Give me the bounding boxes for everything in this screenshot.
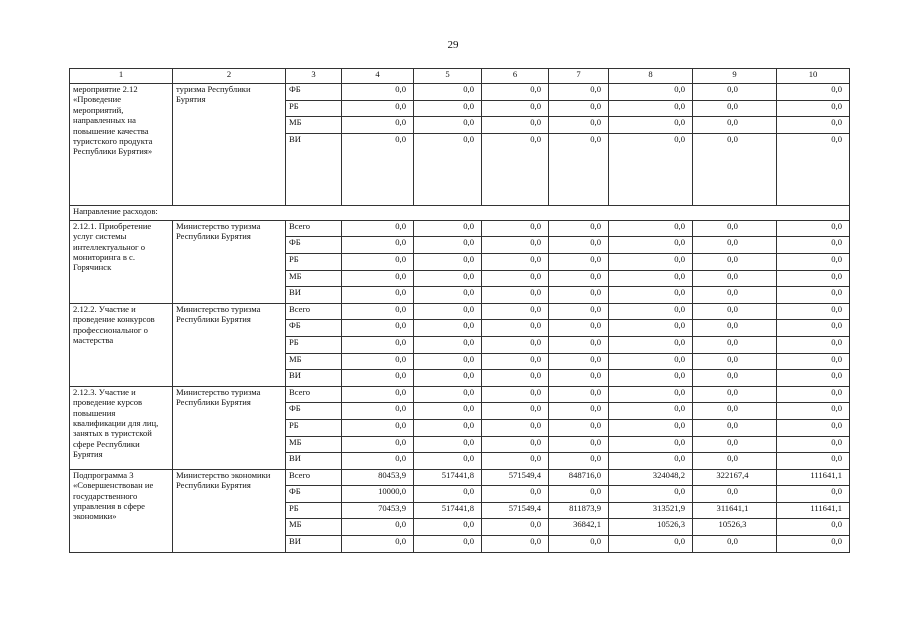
amount-cell: 0,0 xyxy=(777,270,850,287)
amount-cell: 0,0 xyxy=(482,220,549,237)
amount-cell: 0,0 xyxy=(549,336,609,353)
funding-source: ВИ xyxy=(286,133,342,205)
amount-cell: 0,0 xyxy=(342,453,414,470)
amount-cell: 571549,4 xyxy=(482,469,549,486)
column-header: 3 xyxy=(286,69,342,84)
funding-source: Всего xyxy=(286,386,342,403)
amount-cell: 0,0 xyxy=(342,436,414,453)
amount-cell: 0,0 xyxy=(609,419,693,436)
amount-cell: 0,0 xyxy=(609,220,693,237)
amount-cell: 36842,1 xyxy=(549,519,609,536)
amount-cell: 0,0 xyxy=(693,84,777,101)
amount-cell: 0,0 xyxy=(609,237,693,254)
funding-source: МБ xyxy=(286,117,342,134)
amount-cell: 0,0 xyxy=(414,453,482,470)
funding-source: РБ xyxy=(286,100,342,117)
amount-cell: 0,0 xyxy=(693,386,777,403)
amount-cell: 0,0 xyxy=(482,486,549,503)
amount-cell: 0,0 xyxy=(549,270,609,287)
amount-cell: 0,0 xyxy=(777,133,850,205)
amount-cell: 0,0 xyxy=(482,320,549,337)
amount-cell: 0,0 xyxy=(342,253,414,270)
responsible-executor: туризма Республики Бурятия xyxy=(173,84,286,206)
amount-cell: 0,0 xyxy=(414,336,482,353)
column-header: 5 xyxy=(414,69,482,84)
amount-cell: 0,0 xyxy=(482,100,549,117)
column-header: 4 xyxy=(342,69,414,84)
amount-cell: 0,0 xyxy=(414,419,482,436)
amount-cell: 10000,0 xyxy=(342,486,414,503)
amount-cell: 0,0 xyxy=(609,320,693,337)
amount-cell: 0,0 xyxy=(777,519,850,536)
funding-source: МБ xyxy=(286,270,342,287)
amount-cell: 0,0 xyxy=(414,287,482,304)
amount-cell: 0,0 xyxy=(414,84,482,101)
amount-cell: 0,0 xyxy=(549,370,609,387)
table-row xyxy=(70,303,850,320)
amount-cell: 0,0 xyxy=(609,536,693,553)
funding-source: ФБ xyxy=(286,403,342,420)
funding-source: МБ xyxy=(286,519,342,536)
amount-cell: 0,0 xyxy=(777,419,850,436)
amount-cell: 0,0 xyxy=(482,253,549,270)
amount-cell: 0,0 xyxy=(777,253,850,270)
section-label: Направление расходов: xyxy=(70,205,850,220)
amount-cell: 0,0 xyxy=(693,436,777,453)
amount-cell: 0,0 xyxy=(482,133,549,205)
table-row xyxy=(70,84,850,101)
amount-cell: 0,0 xyxy=(342,220,414,237)
amount-cell: 0,0 xyxy=(342,386,414,403)
amount-cell: 0,0 xyxy=(609,353,693,370)
amount-cell: 0,0 xyxy=(609,84,693,101)
amount-cell: 0,0 xyxy=(549,303,609,320)
amount-cell: 0,0 xyxy=(414,370,482,387)
amount-cell: 0,0 xyxy=(549,117,609,134)
amount-cell: 0,0 xyxy=(414,253,482,270)
amount-cell: 0,0 xyxy=(609,270,693,287)
amount-cell: 0,0 xyxy=(777,486,850,503)
page-number: 29 xyxy=(447,39,459,51)
amount-cell: 0,0 xyxy=(549,220,609,237)
amount-cell: 0,0 xyxy=(549,453,609,470)
table-row xyxy=(70,386,850,403)
amount-cell: 0,0 xyxy=(549,419,609,436)
amount-cell: 0,0 xyxy=(693,353,777,370)
section-row xyxy=(70,205,850,220)
amount-cell: 0,0 xyxy=(693,536,777,553)
funding-source: ВИ xyxy=(286,453,342,470)
amount-cell: 0,0 xyxy=(342,84,414,101)
amount-cell: 0,0 xyxy=(693,370,777,387)
amount-cell: 0,0 xyxy=(342,403,414,420)
amount-cell: 0,0 xyxy=(693,220,777,237)
amount-cell: 0,0 xyxy=(342,519,414,536)
activity-description: мероприятие 2.12 «Проведение мероприятий, направленных на повышение качества туристского продукта Республики Бурятия» xyxy=(70,84,173,206)
amount-cell: 0,0 xyxy=(482,336,549,353)
funding-source: РБ xyxy=(286,253,342,270)
amount-cell: 0,0 xyxy=(609,386,693,403)
funding-source: МБ xyxy=(286,436,342,453)
amount-cell: 0,0 xyxy=(777,287,850,304)
amount-cell: 0,0 xyxy=(609,100,693,117)
header-row xyxy=(70,69,850,84)
amount-cell: 0,0 xyxy=(609,253,693,270)
amount-cell: 0,0 xyxy=(777,100,850,117)
funding-source: ВИ xyxy=(286,536,342,553)
funding-source: Всего xyxy=(286,469,342,486)
amount-cell: 0,0 xyxy=(609,436,693,453)
amount-cell: 0,0 xyxy=(549,436,609,453)
amount-cell: 0,0 xyxy=(414,133,482,205)
amount-cell: 517441,8 xyxy=(414,502,482,519)
amount-cell: 0,0 xyxy=(549,320,609,337)
amount-cell: 0,0 xyxy=(342,419,414,436)
amount-cell: 0,0 xyxy=(609,117,693,134)
amount-cell: 0,0 xyxy=(693,419,777,436)
amount-cell: 0,0 xyxy=(482,303,549,320)
amount-cell: 0,0 xyxy=(549,353,609,370)
amount-cell: 0,0 xyxy=(342,536,414,553)
funding-source: Всего xyxy=(286,303,342,320)
amount-cell: 0,0 xyxy=(693,133,777,205)
amount-cell: 0,0 xyxy=(693,253,777,270)
amount-cell: 0,0 xyxy=(482,519,549,536)
amount-cell: 0,0 xyxy=(482,270,549,287)
amount-cell: 0,0 xyxy=(414,403,482,420)
amount-cell: 0,0 xyxy=(693,117,777,134)
amount-cell: 80453,9 xyxy=(342,469,414,486)
amount-cell: 322167,4 xyxy=(693,469,777,486)
amount-cell: 0,0 xyxy=(693,303,777,320)
amount-cell: 0,0 xyxy=(693,287,777,304)
amount-cell: 0,0 xyxy=(414,237,482,254)
amount-cell: 0,0 xyxy=(482,287,549,304)
funding-source: ФБ xyxy=(286,486,342,503)
amount-cell: 517441,8 xyxy=(414,469,482,486)
amount-cell: 0,0 xyxy=(693,486,777,503)
amount-cell: 0,0 xyxy=(482,386,549,403)
amount-cell: 0,0 xyxy=(609,336,693,353)
amount-cell: 0,0 xyxy=(482,453,549,470)
amount-cell: 848716,0 xyxy=(549,469,609,486)
amount-cell: 0,0 xyxy=(342,237,414,254)
amount-cell: 313521,9 xyxy=(609,502,693,519)
funding-source: МБ xyxy=(286,353,342,370)
amount-cell: 0,0 xyxy=(777,117,850,134)
amount-cell: 0,0 xyxy=(482,237,549,254)
amount-cell: 0,0 xyxy=(777,536,850,553)
budget-table xyxy=(69,68,850,553)
amount-cell: 0,0 xyxy=(549,486,609,503)
amount-cell: 0,0 xyxy=(482,436,549,453)
amount-cell: 0,0 xyxy=(482,353,549,370)
amount-cell: 0,0 xyxy=(414,436,482,453)
column-header: 10 xyxy=(777,69,850,84)
amount-cell: 0,0 xyxy=(609,453,693,470)
amount-cell: 0,0 xyxy=(777,237,850,254)
amount-cell: 0,0 xyxy=(482,370,549,387)
amount-cell: 0,0 xyxy=(342,287,414,304)
amount-cell: 0,0 xyxy=(693,336,777,353)
amount-cell: 0,0 xyxy=(482,403,549,420)
column-header: 7 xyxy=(549,69,609,84)
amount-cell: 0,0 xyxy=(777,386,850,403)
amount-cell: 0,0 xyxy=(342,370,414,387)
responsible-executor: Министерство туризма Республики Бурятия xyxy=(173,386,286,469)
amount-cell: 0,0 xyxy=(342,320,414,337)
amount-cell: 811873,9 xyxy=(549,502,609,519)
responsible-executor: Министерство экономики Республики Бурятия xyxy=(173,469,286,552)
amount-cell: 0,0 xyxy=(609,287,693,304)
amount-cell: 0,0 xyxy=(693,100,777,117)
funding-source: ВИ xyxy=(286,370,342,387)
amount-cell: 0,0 xyxy=(342,117,414,134)
amount-cell: 0,0 xyxy=(342,133,414,205)
column-header: 1 xyxy=(70,69,173,84)
table-row xyxy=(70,220,850,237)
amount-cell: 0,0 xyxy=(777,370,850,387)
amount-cell: 0,0 xyxy=(549,133,609,205)
amount-cell: 0,0 xyxy=(342,303,414,320)
amount-cell: 0,0 xyxy=(414,536,482,553)
table-body xyxy=(70,69,850,553)
amount-cell: 0,0 xyxy=(609,403,693,420)
amount-cell: 111641,1 xyxy=(777,502,850,519)
funding-source: ФБ xyxy=(286,237,342,254)
column-header: 9 xyxy=(693,69,777,84)
funding-source: Всего xyxy=(286,220,342,237)
amount-cell: 0,0 xyxy=(549,536,609,553)
amount-cell: 0,0 xyxy=(549,386,609,403)
amount-cell: 0,0 xyxy=(482,536,549,553)
amount-cell: 0,0 xyxy=(414,486,482,503)
amount-cell: 0,0 xyxy=(777,220,850,237)
activity-description: Подпрограмма 3 «Совершенствован ие государственного управления в сфере экономики» xyxy=(70,469,173,552)
column-header: 8 xyxy=(609,69,693,84)
amount-cell: 571549,4 xyxy=(482,502,549,519)
activity-description: 2.12.3. Участие и проведение курсов повышения квалификации для лиц, занятых в туристской сфере Республики Бурятия xyxy=(70,386,173,469)
amount-cell: 0,0 xyxy=(777,84,850,101)
amount-cell: 0,0 xyxy=(609,303,693,320)
amount-cell: 0,0 xyxy=(693,453,777,470)
amount-cell: 0,0 xyxy=(609,486,693,503)
amount-cell: 0,0 xyxy=(693,270,777,287)
amount-cell: 0,0 xyxy=(482,117,549,134)
responsible-executor: Министерство туризма Республики Бурятия xyxy=(173,303,286,386)
activity-description: 2.12.1. Приобретение услуг системы интеллектуальног о мониторинга в с. Горячинск xyxy=(70,220,173,303)
funding-source: ФБ xyxy=(286,320,342,337)
amount-cell: 0,0 xyxy=(414,117,482,134)
amount-cell: 0,0 xyxy=(777,320,850,337)
responsible-executor: Министерство туризма Республики Бурятия xyxy=(173,220,286,303)
amount-cell: 0,0 xyxy=(482,84,549,101)
amount-cell: 0,0 xyxy=(414,386,482,403)
table-row xyxy=(70,469,850,486)
amount-cell: 0,0 xyxy=(414,353,482,370)
amount-cell: 0,0 xyxy=(777,353,850,370)
amount-cell: 311641,1 xyxy=(693,502,777,519)
amount-cell: 0,0 xyxy=(342,100,414,117)
amount-cell: 0,0 xyxy=(342,336,414,353)
amount-cell: 10526,3 xyxy=(693,519,777,536)
amount-cell: 324048,2 xyxy=(609,469,693,486)
amount-cell: 0,0 xyxy=(342,270,414,287)
funding-source: ВИ xyxy=(286,287,342,304)
amount-cell: 70453,9 xyxy=(342,502,414,519)
column-header: 2 xyxy=(173,69,286,84)
amount-cell: 0,0 xyxy=(777,436,850,453)
amount-cell: 0,0 xyxy=(777,336,850,353)
amount-cell: 0,0 xyxy=(693,237,777,254)
amount-cell: 0,0 xyxy=(342,353,414,370)
amount-cell: 0,0 xyxy=(414,100,482,117)
amount-cell: 0,0 xyxy=(414,303,482,320)
amount-cell: 0,0 xyxy=(777,453,850,470)
funding-source: РБ xyxy=(286,502,342,519)
amount-cell: 0,0 xyxy=(693,403,777,420)
amount-cell: 0,0 xyxy=(482,419,549,436)
amount-cell: 0,0 xyxy=(549,100,609,117)
amount-cell: 0,0 xyxy=(609,133,693,205)
funding-source: ФБ xyxy=(286,84,342,101)
amount-cell: 0,0 xyxy=(777,403,850,420)
amount-cell: 10526,3 xyxy=(609,519,693,536)
column-header: 6 xyxy=(482,69,549,84)
amount-cell: 0,0 xyxy=(414,320,482,337)
amount-cell: 0,0 xyxy=(549,403,609,420)
amount-cell: 0,0 xyxy=(549,287,609,304)
amount-cell: 0,0 xyxy=(549,253,609,270)
amount-cell: 0,0 xyxy=(549,237,609,254)
funding-source: РБ xyxy=(286,336,342,353)
funding-source: РБ xyxy=(286,419,342,436)
amount-cell: 0,0 xyxy=(549,84,609,101)
amount-cell: 0,0 xyxy=(693,320,777,337)
amount-cell: 111641,1 xyxy=(777,469,850,486)
amount-cell: 0,0 xyxy=(777,303,850,320)
amount-cell: 0,0 xyxy=(609,370,693,387)
amount-cell: 0,0 xyxy=(414,220,482,237)
activity-description: 2.12.2. Участие и проведение конкурсов профессиональног о мастерства xyxy=(70,303,173,386)
amount-cell: 0,0 xyxy=(414,270,482,287)
amount-cell: 0,0 xyxy=(414,519,482,536)
